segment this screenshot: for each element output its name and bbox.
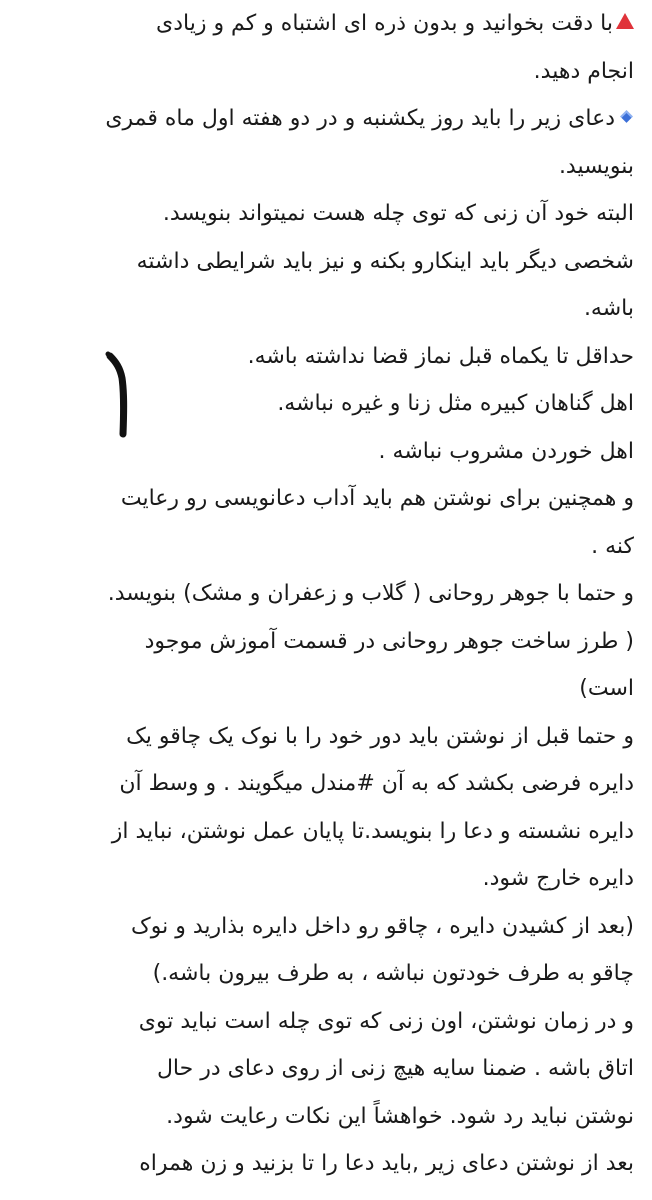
ink-paragraph bbox=[20, 570, 634, 713]
text-line: البته خود آن زنی که توی چله هست نمیتواند بنویسد. bbox=[162, 201, 634, 226]
text-line: حداقل تا یکماه قبل نماز قضا نداشته باشه. bbox=[247, 343, 634, 369]
text-line: و همچنین برای نوشتن هم باید آداب دعانویسی رو رعایت bbox=[120, 486, 634, 511]
text-line: شخصی دیگر باید اینکارو بکنه و نیز باید شرایطی داشته bbox=[136, 248, 634, 274]
circle-paragraph bbox=[20, 713, 634, 998]
instruction-paragraph bbox=[20, 95, 634, 190]
blue-diamond-icon bbox=[620, 110, 633, 123]
text-line: اهل خوردن مشروب نباشه . bbox=[378, 438, 634, 464]
text-line: چاقو به طرف خودتون نباشه ، به طرف بیرون باشه.) bbox=[152, 961, 634, 986]
text-line: و حتما قبل از نوشتن باید دور خود را با نوک یک چاقو یک bbox=[126, 723, 634, 749]
text-line: کنه . bbox=[591, 533, 634, 559]
handwritten-number-one bbox=[96, 342, 156, 442]
text-line: اهل گناهان کبیره مثل زنا و غیره نباشه. bbox=[277, 391, 634, 416]
text-line: نوشتن نباید رد شود. خواهشاً این نکات رعایت شود. bbox=[166, 1103, 634, 1129]
text-line: اتاق باشه . ضمنا سایه هیچ زنی از روی دعای در حال bbox=[156, 1056, 634, 1081]
text-line: انجام دهید. bbox=[533, 58, 634, 84]
text-line: ( طرز ساخت جوهر روحانی در قسمت آموزش موجود bbox=[144, 628, 634, 654]
text-line: باشه. bbox=[583, 296, 634, 321]
text-line: (بعد از کشیدن دایره ، چاقو رو داخل دایره بذارید و نوک bbox=[131, 913, 634, 939]
warning-paragraph bbox=[20, 0, 634, 95]
text-line: و حتما با جوهر روحانی ( گلاب و زعفران و مشک) بنویسد. bbox=[107, 581, 634, 606]
text-line: بعد از نوشتن دعای زیر ,باید دعا را تا بزنید و زن همراه bbox=[139, 1151, 634, 1176]
article-body bbox=[20, 0, 634, 1188]
text-line: دایره فرضی بکشد که به آن #مندل میگویند . و وسط آن bbox=[119, 771, 634, 796]
text-line: و در زمان نوشتن، اون زنی که توی چله است نباید توی bbox=[138, 1008, 634, 1034]
text-line: است) bbox=[579, 676, 634, 701]
text-line: دایره نشسته و دعا را بنویسد.تا پایان عمل نوشتن، نباید از bbox=[111, 818, 634, 844]
text-line: با دقت بخوانید و بدون ذره ای اشتباه و کم و زیادی bbox=[20, 0, 634, 48]
text-line: دعای زیر را باید روز یکشنبه و در دو هفته اول ماه قمری bbox=[20, 95, 634, 143]
text-line: بنویسید. bbox=[558, 153, 634, 179]
text-line: دایره خارج شود. bbox=[482, 866, 634, 891]
red-triangle-icon bbox=[616, 13, 634, 29]
writing-time-paragraph bbox=[20, 998, 634, 1188]
